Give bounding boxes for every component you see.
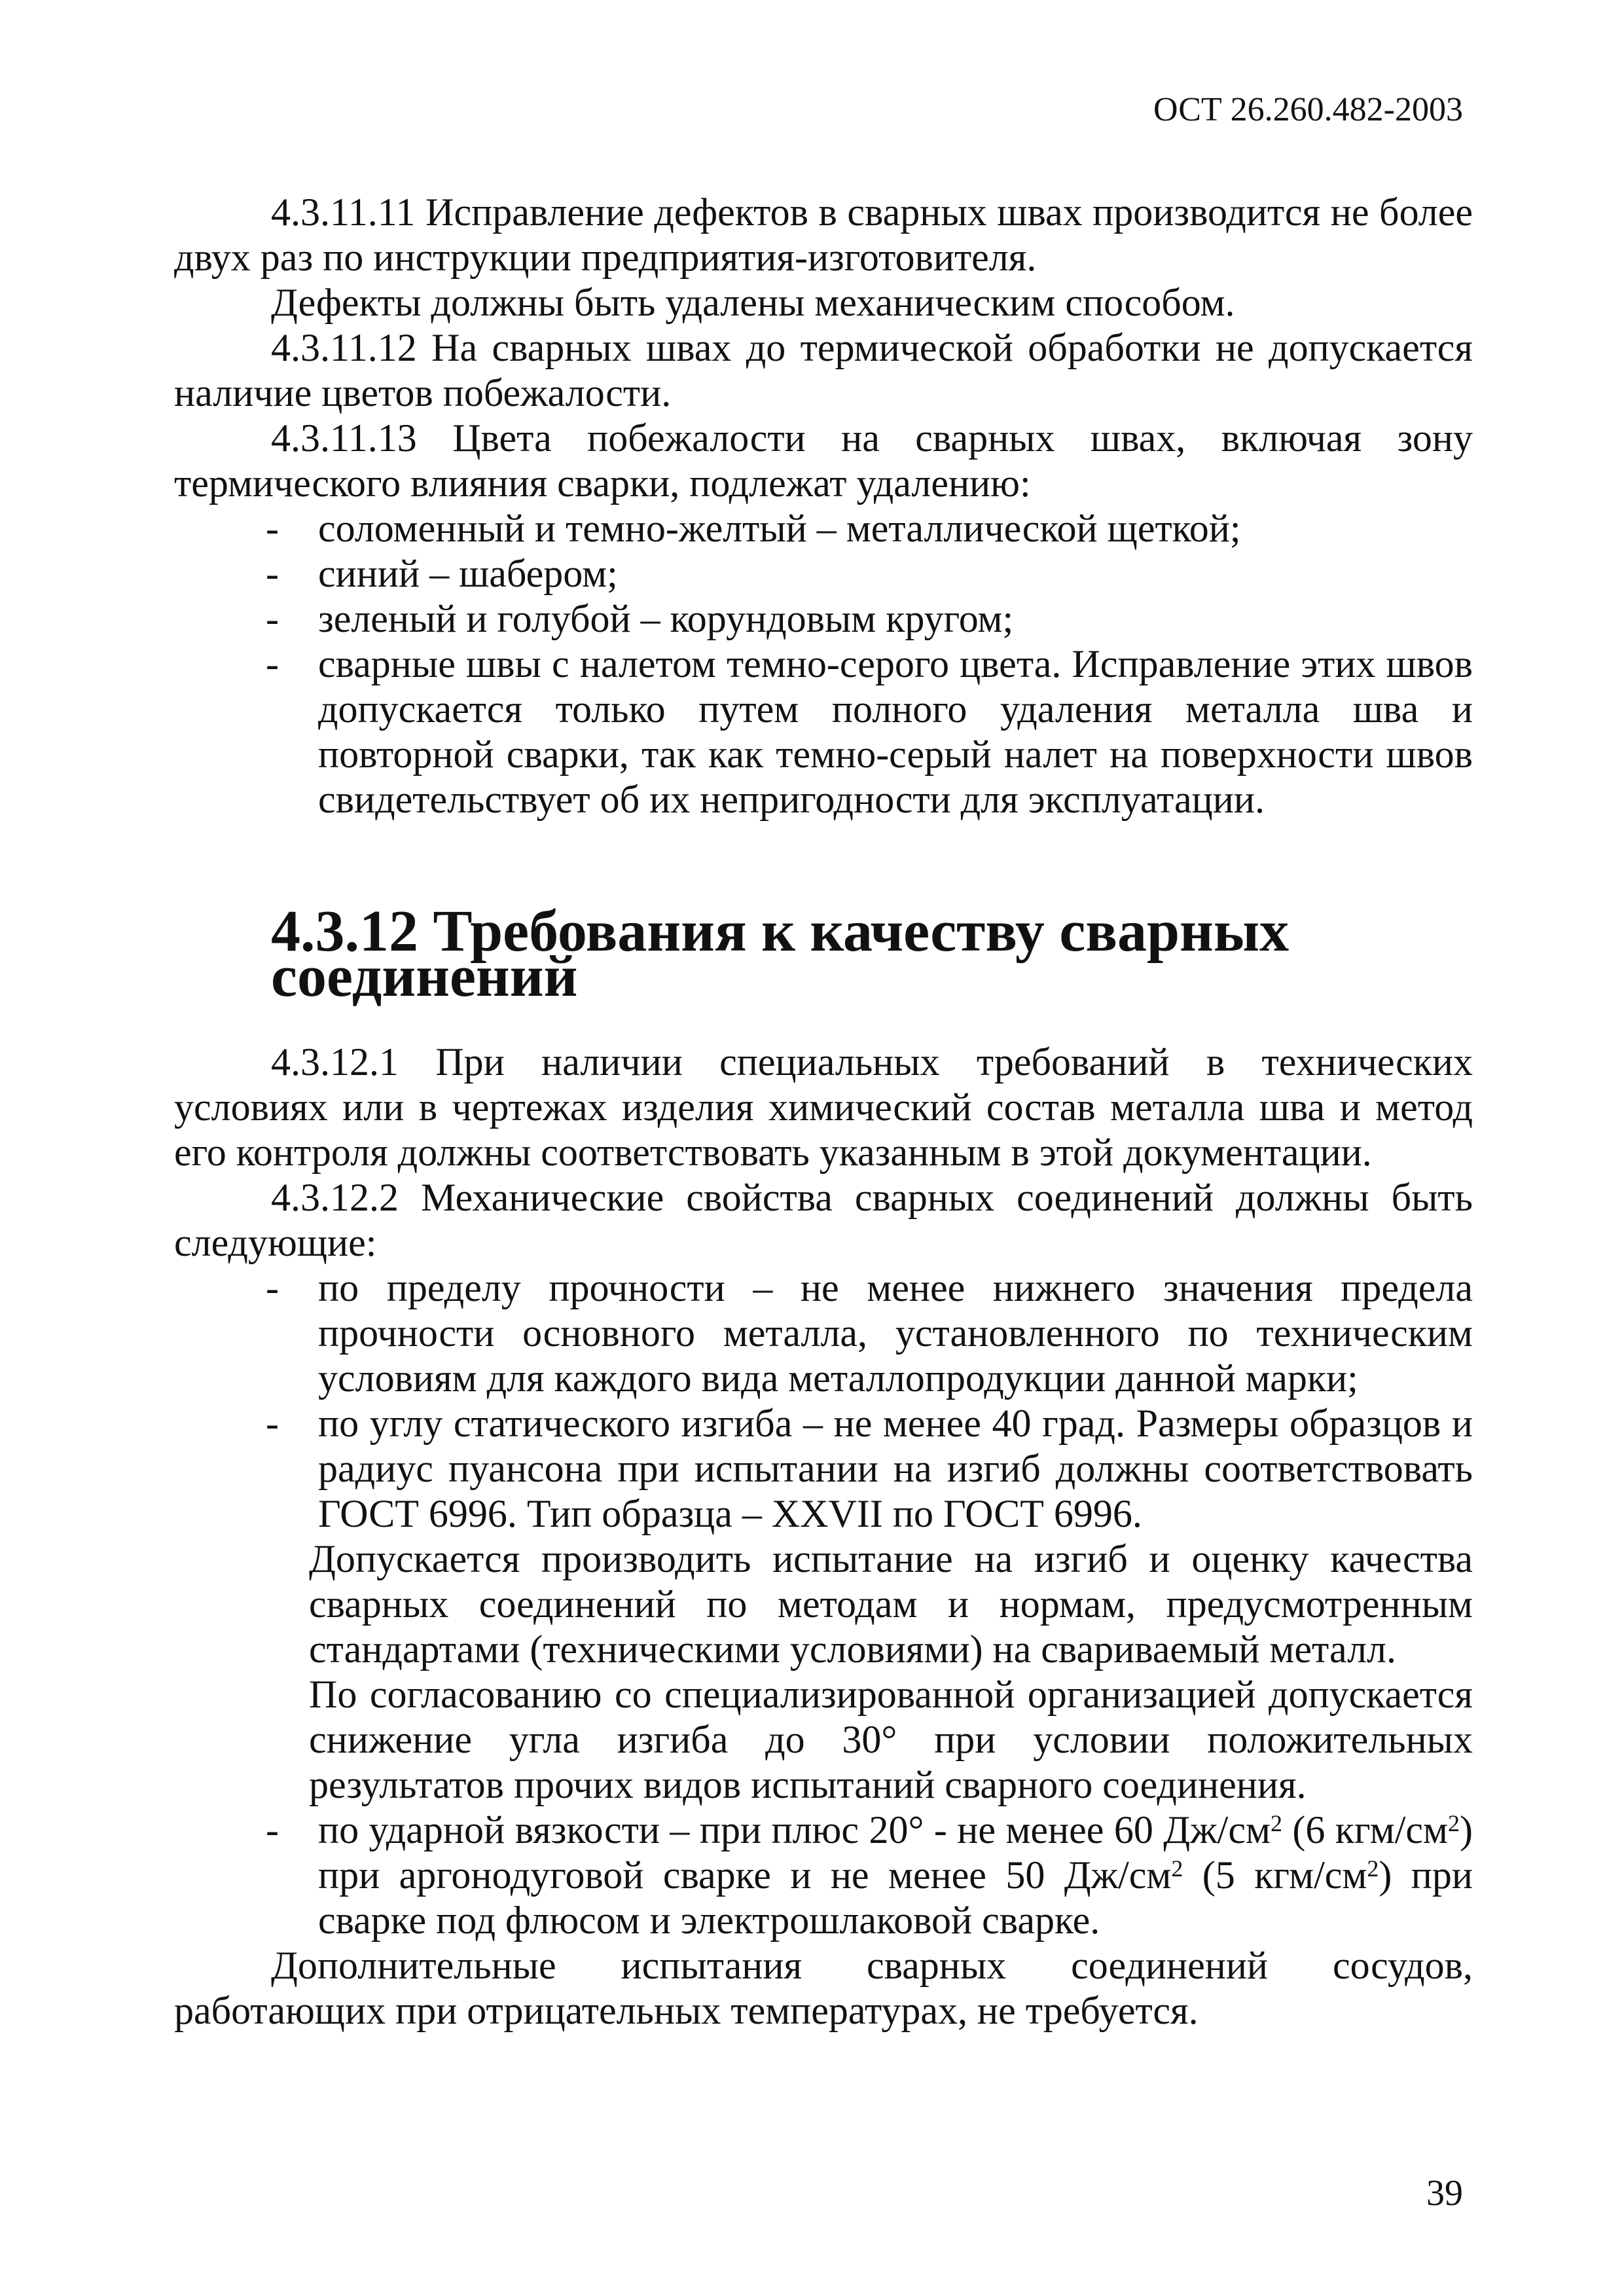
paragraph-4-3-11-13: 4.3.11.13 Цвета побежалости на сварных швах, включая зону термического влияния сварки, подлежат удалению: <box>174 416 1473 505</box>
paragraph-4-3-11-11: 4.3.11.11 Исправление дефектов в сварных швах производится не более двух раз по инструкции предприятия-изготовителя. <box>174 191 1473 279</box>
list-item-text: сварные швы с налетом темно-серого цвета. Исправление этих швов допускается только путем полного удаления металла шва и повторной сварки, так как темно-серый налет на поверхности швов свидетельствует об их непригодности для эксплуатации. <box>318 642 1473 821</box>
superscript: 2 <box>1270 1810 1282 1836</box>
list-item-text: зеленый и голубой – корундовым кругом; <box>318 597 1014 640</box>
paragraph-4-3-12-2: 4.3.12.2 Механические свойства сварных соединений должны быть следующие: <box>174 1176 1473 1264</box>
list-item <box>174 596 1473 642</box>
list-item <box>174 506 1473 551</box>
impact-text-4: (5 кгм/см <box>1183 1853 1367 1897</box>
list-item <box>174 1266 1473 1401</box>
mechanical-properties-list <box>174 1266 1473 1537</box>
document-code: ОСТ 26.260.482-2003 <box>1153 91 1463 128</box>
impact-text-5: ) при сварке под флюсом и электрошлаковой сварке. <box>318 1853 1473 1942</box>
note-bend-test: Допускается производить испытание на изгиб и оценку качества сварных соединений по методам и нормам, предусмотренным стандартами (техническими условиями) на свариваемый металл. <box>309 1537 1473 1671</box>
page-number: 39 <box>1426 2173 1463 2214</box>
list-item <box>174 1401 1473 1537</box>
list-dash: - <box>266 507 279 550</box>
list-dash: - <box>266 1808 279 1851</box>
list-item-text: синий – шабером; <box>318 552 618 595</box>
section-title-4-3-12: 4.3.12 Требования к качеству сварных соединений <box>271 899 1290 1009</box>
list-item-text <box>318 1808 1473 1942</box>
list-item <box>174 551 1473 596</box>
list-item-text: по пределу прочности – не менее нижнего значения предела прочности основного металла, установленного по техническим условиям для каждого вида металлопродукции данной марки; <box>318 1266 1473 1400</box>
list-item-text: по углу статического изгиба – не менее 40 град. Размеры образцов и радиус пуансона при испытании на изгиб должны соответствовать ГОСТ 6996. Тип образца – XXVII по ГОСТ 6996. <box>318 1402 1473 1535</box>
superscript: 2 <box>1367 1855 1379 1882</box>
list-dash: - <box>266 552 279 595</box>
document-body <box>174 190 1473 2033</box>
list-dash: - <box>266 1266 279 1309</box>
paragraph-additional-tests: Дополнительные испытания сварных соединений сосудов, работающих при отрицательных температурах, не требуется. <box>174 1944 1473 2032</box>
temper-colors-list <box>174 506 1473 822</box>
impact-list <box>174 1808 1473 1943</box>
impact-text-2: (6 кгм/см <box>1282 1808 1449 1851</box>
superscript: 2 <box>1171 1855 1183 1882</box>
impact-text-1: по ударной вязкости – при плюс 20° - не менее 60 Дж/см <box>318 1808 1271 1851</box>
list-dash: - <box>266 1402 279 1445</box>
impact-text-3: ) при аргонодуговой сварке и не менее 50 Дж/см <box>318 1808 1473 1897</box>
list-dash: - <box>266 597 279 640</box>
list-item <box>174 1808 1473 1943</box>
paragraph-4-3-11-12: 4.3.11.12 На сварных швах до термической обработки не допускается наличие цветов побежалости. <box>174 326 1473 414</box>
section-spacer <box>174 822 1473 909</box>
paragraph-defects-removed: Дефекты должны быть удалены механическим способом. <box>271 281 1235 324</box>
superscript: 2 <box>1448 1810 1460 1836</box>
paragraph-4-3-12-1: 4.3.12.1 При наличии специальных требований в технических условиях или в чертежах изделия химический состав металла шва и метод его контроля должны соответствовать указанным в этой документации. <box>174 1040 1473 1174</box>
list-item <box>174 642 1473 822</box>
note-bend-angle: По согласованию со специализированной организацией допускается снижение угла изгиба до 30° при условии положительных результатов прочих видов испытаний сварного соединения. <box>309 1673 1473 1806</box>
list-item-text: соломенный и темно-желтый – металлической щеткой; <box>318 507 1241 550</box>
list-dash: - <box>266 642 279 685</box>
